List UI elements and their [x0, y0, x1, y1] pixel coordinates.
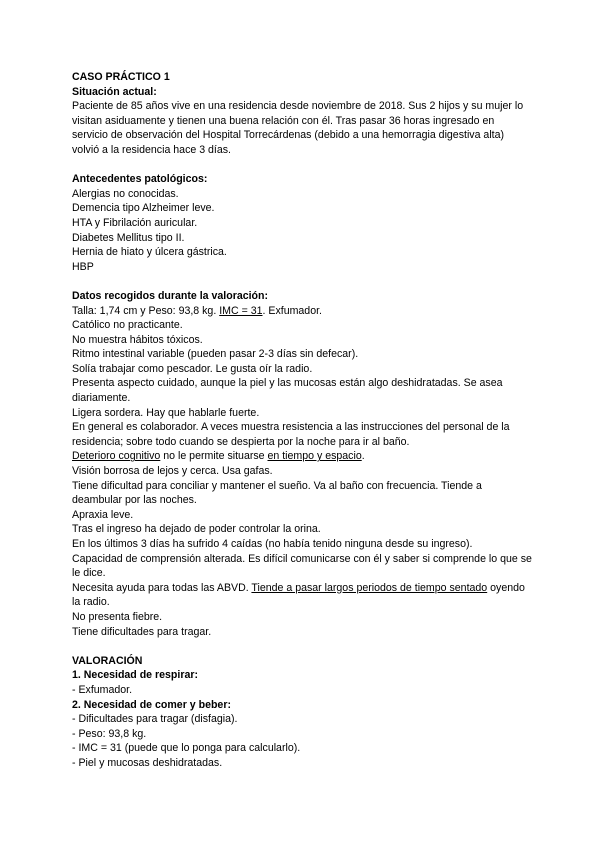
datos-line: No presenta fiebre.	[72, 610, 163, 623]
tiempo-espacio-underlined: en tiempo y espacio	[267, 450, 362, 463]
necesidad-2-item: - Dificultades para tragar (disfagia).	[72, 713, 238, 726]
situacion-heading: Situación actual:	[72, 85, 157, 98]
antecedente-item: HTA y Fibrilación auricular.	[72, 216, 198, 229]
datos-line: Tiene dificultad para conciliar y mantener el sueño. Va al baño con frecuencia. Tiende a deambular por las noches.	[72, 479, 482, 507]
necesidad-1-item: - Exfumador.	[72, 683, 133, 696]
datos-line: En general es colaborador. A veces muestra resistencia a las instrucciones del personal de la residencia; sobre todo cuando se despierta por la noche para ir al baño.	[72, 421, 510, 448]
datos-line: Presenta aspecto cuidado, aunque la piel y las mucosas están algo deshidratadas. Se asea diariamente.	[72, 377, 503, 405]
datos-line: En los últimos 3 días ha sufrido 4 caídas (no había tenido ninguna desde su ingreso).	[72, 538, 473, 550]
document-title: CASO PRÁCTICO 1	[72, 71, 170, 83]
valoracion-heading: VALORACIÓN	[72, 654, 143, 667]
datos-line: Ritmo intestinal variable (pueden pasar 2-3 días sin defecar).	[72, 348, 359, 361]
datos-line: Tiene dificultades para tragar.	[72, 625, 212, 638]
antecedente-item: Diabetes Mellitus tipo II.	[72, 231, 185, 244]
talla-text: Talla: 1,74 cm y Peso: 93,8 kg.	[72, 304, 220, 317]
deterioro-underlined: Deterioro cognitivo	[72, 450, 161, 463]
datos-line: Ligera sordera. Hay que hablarle fuerte.	[72, 406, 260, 419]
deterioro-text: no le permite situarse	[160, 450, 268, 463]
antecedente-item: Demencia tipo Alzheimer leve.	[72, 202, 215, 215]
document-page	[72, 70, 532, 771]
datos-abvd	[72, 581, 532, 610]
necesidad-2-heading: 2. Necesidad de comer y beber:	[72, 698, 231, 711]
antecedente-item: Alergias no conocidas.	[72, 187, 179, 200]
imc-underlined: IMC = 31	[219, 304, 263, 317]
antecedente-item: HBP	[72, 260, 94, 273]
necesidad-2-item: - Piel y mucosas deshidratadas.	[72, 756, 223, 769]
situacion-text: Paciente de 85 años vive en una residencia desde noviembre de 2018. Sus 2 hijos y su mujer lo visitan asiduamente y tienen una buena relación con él. Tras pasar 36 horas ingresado en servicio de observación del Hospital Torrecárdenas (debido a una hemorragia digestiva alta) volvió a la residencia hace 3 días.	[72, 100, 524, 156]
datos-line: No muestra hábitos tóxicos.	[72, 333, 203, 346]
datos-talla	[72, 304, 532, 319]
abvd-underlined: Tiende a pasar largos periodos de tiempo sentado	[251, 581, 488, 594]
deterioro-end: .	[361, 450, 365, 463]
datos-line: Tras el ingreso ha dejado de poder controlar la orina.	[72, 523, 321, 536]
antecedente-item: Hernia de hiato y úlcera gástrica.	[72, 246, 227, 259]
necesidad-2-item: - Peso: 93,8 kg.	[72, 727, 147, 740]
datos-line: Católico no practicante.	[72, 319, 183, 332]
talla-end: . Exfumador.	[262, 304, 322, 317]
datos-line: Apraxia leve.	[72, 508, 134, 521]
abvd-end: oyendo la radio.	[72, 581, 525, 609]
necesidad-1-heading: 1. Necesidad de respirar:	[72, 669, 199, 682]
antecedentes-heading: Antecedentes patológicos:	[72, 173, 208, 186]
datos-deterioro	[72, 449, 532, 464]
necesidad-2-item: - IMC = 31 (puede que lo ponga para calcularlo).	[72, 742, 301, 755]
datos-line: Solía trabajar como pescador. Le gusta oír la radio.	[72, 362, 313, 375]
abvd-text: Necesita ayuda para todas las ABVD.	[72, 581, 252, 594]
datos-line: Visión borrosa de lejos y cerca. Usa gafas.	[72, 465, 273, 478]
datos-line: Capacidad de comprensión alterada. Es difícil comunicarse con él y saber si comprende lo que se le dice.	[72, 552, 532, 580]
datos-heading: Datos recogidos durante la valoración:	[72, 289, 269, 302]
